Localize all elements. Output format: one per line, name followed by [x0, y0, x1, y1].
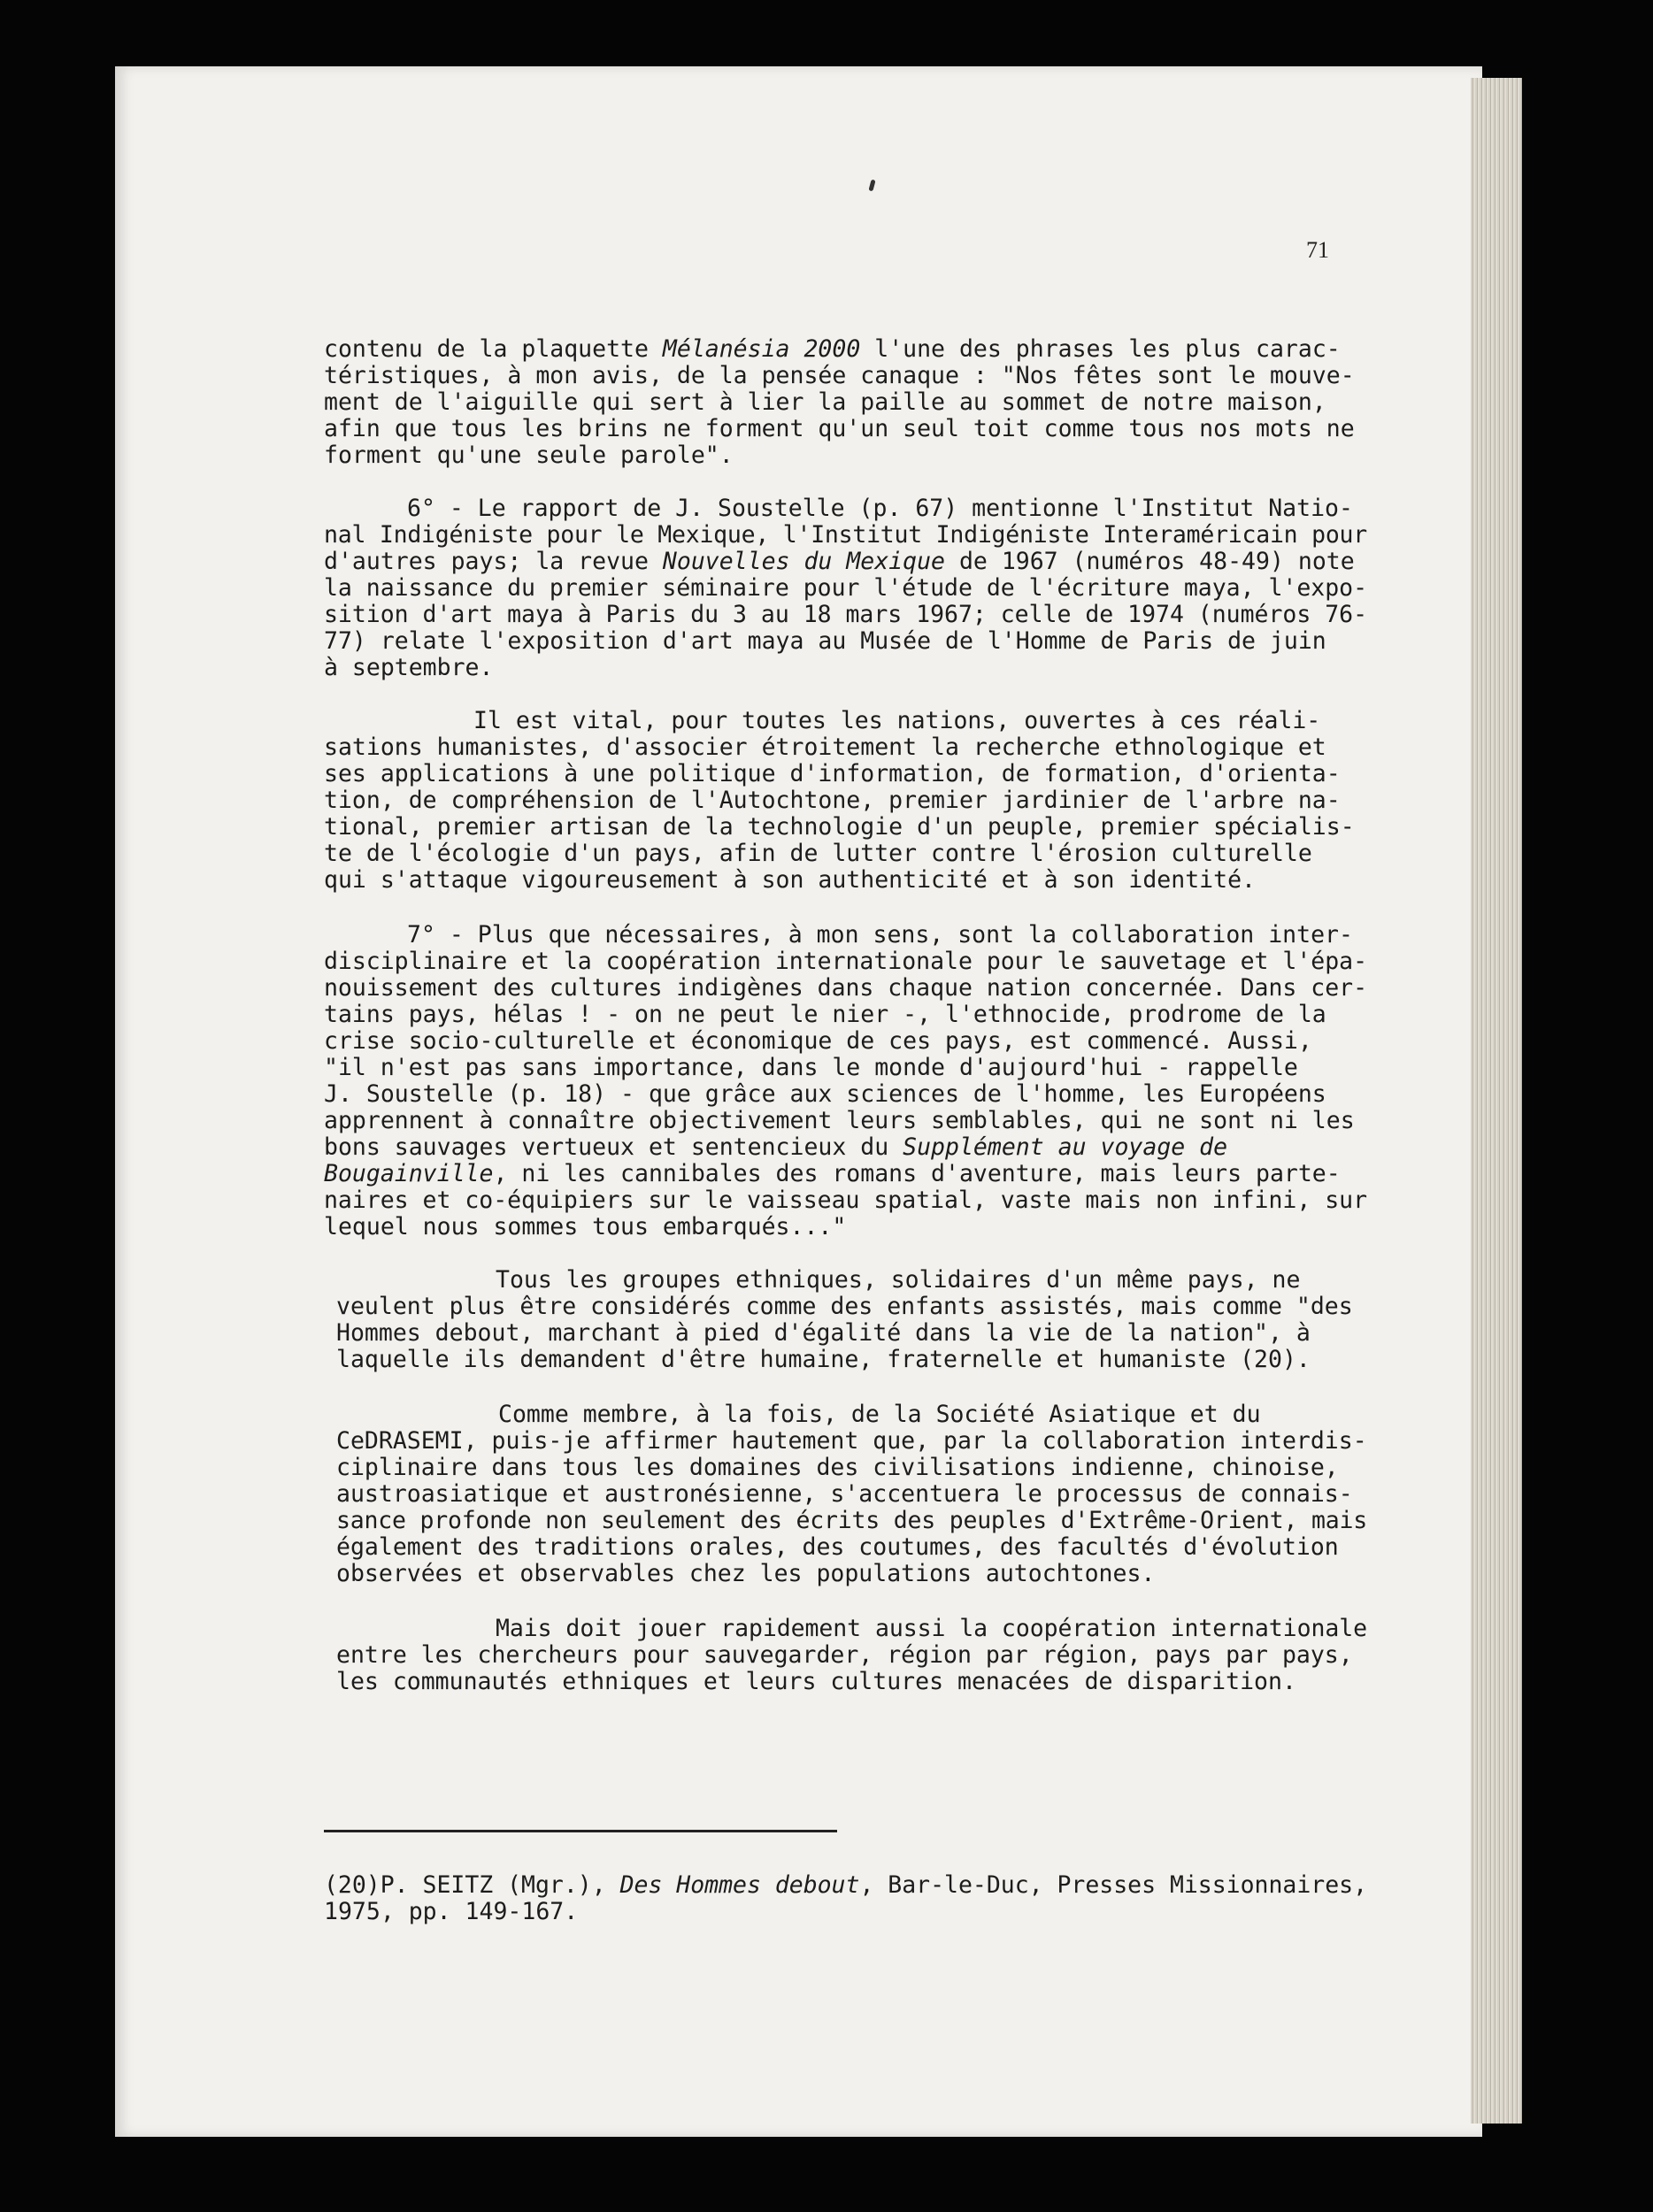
text-line: sition d'art maya à Paris du 3 au 18 mars 1967; celle de 1974 (numéros 76-: [324, 601, 1367, 628]
footnote-line: (20)P. SEITZ (Mgr.), Des Hommes debout, Bar-le-Duc, Presses Missionnaires,: [324, 1871, 1367, 1899]
text-line: Mais doit jouer rapidement aussi la coopération internationale: [496, 1615, 1367, 1642]
footnote-line: 1975, pp. 149-167.: [324, 1898, 579, 1925]
text-line: sance profonde non seulement des écrits des peuples d'Extrême-Orient, mais: [336, 1507, 1367, 1534]
text-line: ciplinaire dans tous les domaines des civilisations indienne, chinoise,: [336, 1454, 1339, 1481]
text-line: afin que tous les brins ne forment qu'un seul toit comme tous nos mots ne: [324, 415, 1355, 442]
footnote-rule: [324, 1830, 837, 1832]
text-line: contenu de la plaquette Mélanésia 2000 l'une des phrases les plus carac-: [324, 335, 1341, 363]
text-line: d'autres pays; la revue Nouvelles du Mexique de 1967 (numéros 48-49) note: [324, 548, 1355, 575]
text-line: J. Soustelle (p. 18) - que grâce aux sciences de l'homme, les Européens: [324, 1080, 1326, 1108]
text-line: à septembre.: [324, 654, 494, 681]
text-line: nouissement des cultures indigènes dans chaque nation concernée. Dans cer-: [324, 974, 1367, 1002]
text-line: entre les chercheurs pour sauvegarder, région par région, pays par pays,: [336, 1641, 1353, 1669]
text-line: les communautés ethniques et leurs cultures menacées de disparition.: [336, 1668, 1296, 1695]
text-line: 6° - Le rapport de J. Soustelle (p. 67) mentionne l'Institut Natio-: [407, 495, 1353, 522]
text-line: forment qu'une seule parole".: [324, 442, 734, 469]
text-line: apprennent à connaître objectivement leurs semblables, qui ne sont ni les: [324, 1107, 1355, 1134]
text-line: disciplinaire et la coopération internationale pour le sauvetage et l'épa-: [324, 948, 1367, 975]
text-line: tains pays, hélas ! - on ne peut le nier -, l'ethnocide, prodrome de la: [324, 1001, 1326, 1028]
text-line: tion, de compréhension de l'Autochtone, premier jardinier de l'arbre na-: [324, 787, 1341, 814]
text-line: crise socio-culturelle et économique de ces pays, est commencé. Aussi,: [324, 1027, 1312, 1055]
text-line: lequel nous sommes tous embarqués...": [324, 1213, 847, 1240]
text-line: Hommes debout, marchant à pied d'égalité dans la vie de la nation", à: [336, 1319, 1311, 1347]
text-line: Bougainville, ni les cannibales des romans d'aventure, mais leurs parte-: [324, 1160, 1341, 1187]
text-line: tional, premier artisan de la technologie d'un peuple, premier spécialis-: [324, 813, 1355, 841]
text-line: austroasiatique et austronésienne, s'accentuera le processus de connais-: [336, 1480, 1353, 1508]
text-line: nal Indigéniste pour le Mexique, l'Institut Indigéniste Interaméricain pour: [324, 521, 1367, 549]
text-line: Comme membre, à la fois, de la Société Asiatique et du: [498, 1401, 1261, 1428]
text-line: qui s'attaque vigoureusement à son authenticité et à son identité.: [324, 866, 1256, 894]
text-line: naires et co-équipiers sur le vaisseau spatial, vaste mais non infini, sur: [324, 1187, 1367, 1214]
page-stack-edge: [1471, 78, 1522, 2124]
page-number: 71: [1306, 237, 1329, 263]
text-line: 7° - Plus que nécessaires, à mon sens, sont la collaboration inter-: [407, 921, 1353, 949]
text-line: téristiques, à mon avis, de la pensée canaque : "Nos fêtes sont le mouve-: [324, 362, 1355, 389]
text-line: CeDRASEMI, puis-je affirmer hautement que, par la collaboration interdis-: [336, 1427, 1367, 1455]
text-line: bons sauvages vertueux et sentencieux du Supplément au voyage de: [324, 1133, 1228, 1161]
text-line: te de l'écologie d'un pays, afin de lutter contre l'érosion culturelle: [324, 840, 1312, 867]
text-line: Il est vital, pour toutes les nations, ouvertes à ces réali-: [473, 707, 1321, 734]
text-line: Tous les groupes ethniques, solidaires d'un même pays, ne: [496, 1266, 1301, 1294]
text-line: la naissance du premier séminaire pour l'étude de l'écriture maya, l'expo-: [324, 574, 1367, 602]
text-line: "il n'est pas sans importance, dans le monde d'aujourd'hui - rappelle: [324, 1054, 1298, 1081]
text-line: sations humanistes, d'associer étroitement la recherche ethnologique et: [324, 733, 1326, 761]
text-line: laquelle ils demandent d'être humaine, fraternelle et humaniste (20).: [336, 1346, 1311, 1373]
text-line: également des traditions orales, des coutumes, des facultés d'évolution: [336, 1533, 1339, 1561]
text-line: observées et observables chez les populations autochtones.: [336, 1560, 1156, 1587]
text-line: ses applications à une politique d'information, de formation, d'orienta-: [324, 760, 1341, 787]
text-line: 77) relate l'exposition d'art maya au Musée de l'Homme de Paris de juin: [324, 627, 1326, 655]
text-line: ment de l'aiguille qui sert à lier la paille au sommet de notre maison,: [324, 388, 1326, 416]
text-line: veulent plus être considérés comme des enfants assistés, mais comme "des: [336, 1293, 1353, 1320]
